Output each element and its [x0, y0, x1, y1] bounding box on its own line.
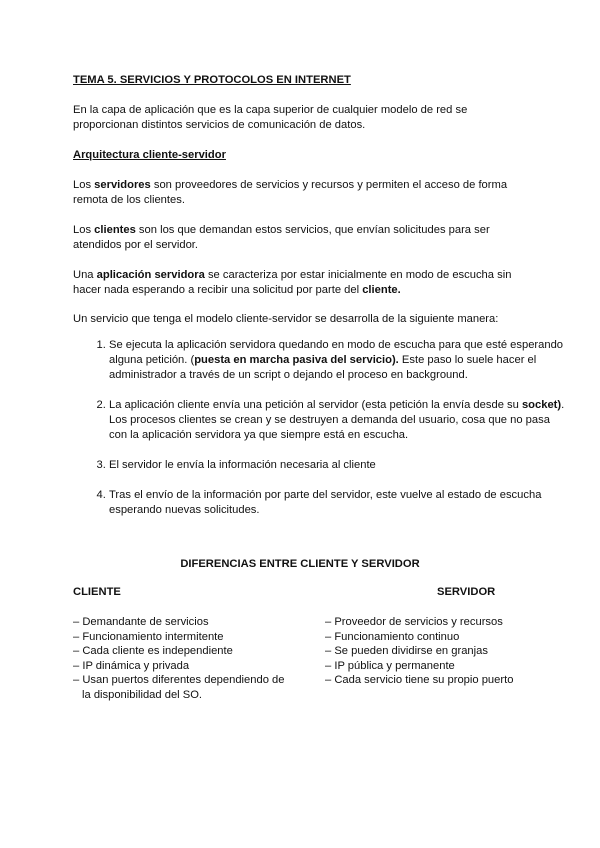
aplicacion-paragraph — [73, 268, 533, 298]
list-item: – Proveedor de servicios y recursos — [325, 616, 503, 628]
text-span: Los — [73, 179, 95, 191]
text-span: El servidor le envía la información necesaria al cliente — [109, 459, 376, 471]
list-item: – Cada cliente es independiente — [73, 645, 233, 657]
intro-paragraph: En la capa de aplicación que es la capa superior de cualquier modelo de red se proporcionan distintos servicios de comunicación de datos. — [73, 104, 468, 131]
list-item: – Demandante de servicios — [73, 616, 209, 628]
bold-term: puesta en marcha pasiva del servicio). — [194, 354, 399, 366]
list-item — [109, 488, 567, 518]
text-span: Se ejecuta la aplicación servidora quedando en modo de escucha para que esté esperando alguna petición. ( — [109, 339, 564, 366]
bold-term: socket) — [521, 399, 562, 411]
servidores-paragraph — [73, 178, 533, 208]
bold-term: clientes — [94, 224, 136, 236]
text-span: Una — [73, 269, 97, 281]
section-title: Arquitectura cliente-servidor — [73, 149, 226, 161]
text-span: Este paso lo suele hacer el administrador a través de un script o dejando el proceso en background. — [109, 354, 537, 381]
list-item: – Se pueden dividirse en granjas — [325, 645, 488, 657]
list-item — [109, 398, 567, 443]
server-list — [325, 615, 545, 688]
clientes-paragraph — [73, 223, 533, 253]
text-span: . Los procesos clientes se crean y se destruyen a demanda del usuario, cosa que no pasa con la aplicación servidora ya que siempre está en escucha. — [109, 399, 565, 441]
list-item: – IP dinámica y privada — [73, 659, 190, 672]
description-paragraph: Un servicio que tenga el modelo cliente-servidor se desarrolla de la siguiente manera: — [73, 313, 499, 325]
differences-title: DIFERENCIAS ENTRE CLIENTE Y SERVIDOR — [180, 558, 420, 570]
text-span: Los — [73, 224, 95, 236]
client-list — [73, 615, 293, 702]
bold-term: aplicación servidora — [96, 269, 205, 281]
text-span: son los que demandan estos servicios, que envían solicitudes para ser atendidos por el servidor. — [73, 224, 490, 251]
steps-list — [73, 338, 567, 518]
server-column-header: SERVIDOR — [437, 586, 496, 598]
list-item: – Funcionamiento continuo — [325, 630, 460, 643]
text-span: son proveedores de servicios y recursos y permiten el acceso de forma remota de los clientes. — [73, 179, 508, 206]
list-item: – IP pública y permanente — [325, 659, 455, 672]
bold-term: cliente. — [362, 284, 401, 296]
text-span: La aplicación cliente envía una petición al servidor (esta petición la envía desde su — [109, 399, 522, 411]
text-span: Tras el envío de la información por parte del servidor, este vuelve al estado de escucha esperando nuevas solicitudes. — [109, 489, 542, 516]
list-item: – Funcionamiento intermitente — [73, 630, 224, 643]
list-item — [109, 338, 567, 383]
list-item — [109, 458, 567, 473]
text-span: se caracteriza por estar inicialmente en modo de escucha sin hacer nada esperando a recibir una solicitud por parte del — [73, 269, 512, 296]
client-column-header: CLIENTE — [73, 586, 121, 598]
bold-term: servidores — [94, 179, 151, 191]
document-title: TEMA 5. SERVICIOS Y PROTOCOLOS EN INTERNET — [73, 74, 351, 86]
list-item: – Usan puertos diferentes dependiendo de la disponibilidad del SO. — [73, 674, 285, 701]
list-item: – Cada servicio tiene su propio puerto — [325, 674, 514, 686]
